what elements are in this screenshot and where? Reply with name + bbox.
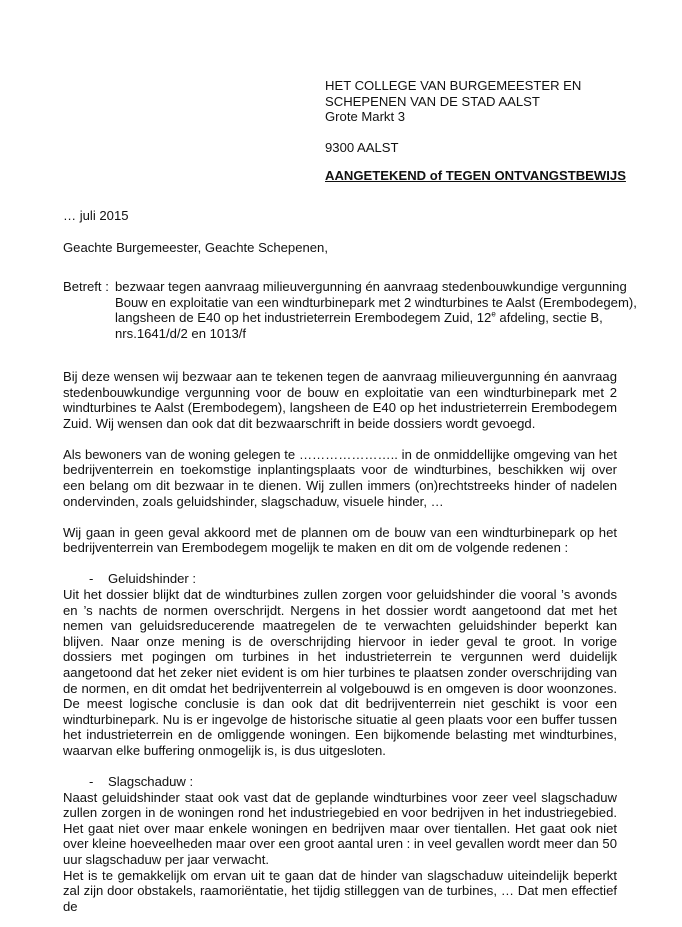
recipient-postal-city: 9300 AALST xyxy=(325,139,399,155)
recipient-line-1: HET COLLEGE VAN BURGEMEESTER EN xyxy=(325,78,582,93)
paragraph-geluidshinder: Uit het dossier blijkt dat de windturbines zullen zorgen voor geluidshinder die vooral ’s avonds en ’s nachts de normen overschrijdt. Nergens in het dossier wordt aangetoond dat met het nemen van geluidsreducerende maatregelen de te verwachten geluidshinder beperkt kan blijven. Naar onze mening is de overschrijding hiervoor in ieder geval te groot. In vorige dossiers met pogingen om turbines in het industrieterrein te vergunnen werd duidelijk aangetoond dat het zeker niet evident is om hier turbines te plaatsen zonder overschrijding van de normen, en dit omdat het bedrijventerrein al volgebouwd is en omgeven is door woonzones. De meest logische conclusie is dan ook dat dit bedrijventerrein niet geschikt is voor een windturbinepark. Nu is er ingevolge de historische situatie al geen plaats voor een buffer tussen het industrieterrein en de omliggende woningen. Een bijkomende belasting met windturbines, waarvan elke buffering onmogelijk is, is dus uitgesloten. xyxy=(63,587,617,758)
paragraph-slagschaduw-1: Naast geluidshinder staat ook vast dat de geplande windturbines voor zeer veel slagschaduw zullen zorgen in de woningen rond het industriegebied en voor bedrijven in het industriegebied. Het gaat niet over maar enkele woningen en bedrijven maar over tientallen. Het gaat ook niet over kleine hoeveelheden maar over een groot aantal uren : in veel gevallen wordt meer dan 50 uur slagschaduw per jaar verwacht. xyxy=(63,789,617,868)
bullet-dash: - xyxy=(89,571,94,587)
subject-line-2: Bouw en exploitatie van een windturbinepark met 2 windturbines te Aalst (Erembodegem), xyxy=(115,294,637,310)
recipient-street: Grote Markt 3 xyxy=(325,109,406,124)
letter-body xyxy=(63,369,617,914)
paragraph-interest: Als bewoners van de woning gelegen te ………………….. in de onmiddellijke omgeving van het bedrijventerrein en toekomstige inplantingsplaats voor de windturbines, beschikken wij over een belang om dit bezwaar in te dienen. Wij zullen immers (on)rechtstreeks hinder of nadelen ondervinden, zoals geluidshinder, slagschaduw, visuele hinder, … xyxy=(63,446,617,509)
section-title-slagschaduw: Slagschaduw : xyxy=(108,774,194,790)
paragraph-objection: Bij deze wensen wij bezwaar aan te tekenen tegen de aanvraag milieuvergunning én aanvraag stedenbouwkundige vergunning voor de bouw en exploitatie van een windturbinepark met 2 windturbines te Aalst (Erembodegem), langsheen de E40 op het industrieterrein Erembodegem Zuid. Wij wensen dan ook dat dit bezwaarschrift in beide dossiers wordt gevoegd. xyxy=(63,369,617,431)
bullet-geluidshinder xyxy=(63,571,617,587)
subject-line-3: langsheen de E40 op het industrieterrein Erembodegem Zuid, 12e afdeling, sectie B, xyxy=(115,309,603,325)
letter-date: … juli 2015 xyxy=(63,208,129,223)
subject-label: Betreft : xyxy=(63,279,109,294)
paragraph-reasons-intro: Wij gaan in geen geval akkoord met de plannen om de bouw van een windturbinepark op het bedrijventerrein van Erembodegem mogelijk te maken en dit om de volgende redenen : xyxy=(63,524,617,556)
section-title-geluidshinder: Geluidshinder : xyxy=(108,571,197,587)
salutation: Geachte Burgemeester, Geachte Schepenen, xyxy=(63,240,328,255)
subject-line-1: bezwaar tegen aanvraag milieuvergunning én aanvraag stedenbouwkundige vergunning xyxy=(115,279,627,294)
paragraph-slagschaduw-2: Het is te gemakkelijk om ervan uit te gaan dat de hinder van slagschaduw uiteindelijk beperkt zal zijn door obstakels, raamoriëntatie, het tijdig stilleggen van de turbines, … Dat men effectief de xyxy=(63,867,617,914)
registered-mail-notice: AANGETEKEND of TEGEN ONTVANGSTBEWIJS xyxy=(325,168,626,183)
recipient-address xyxy=(325,78,626,184)
subject-block xyxy=(63,279,637,341)
subject-line-4: nrs.1641/d/2 en 1013/f xyxy=(115,325,247,341)
recipient-line-2: SCHEPENEN VAN DE STAD AALST xyxy=(325,93,540,109)
bullet-slagschaduw xyxy=(63,774,617,790)
bullet-dash: - xyxy=(89,774,94,790)
